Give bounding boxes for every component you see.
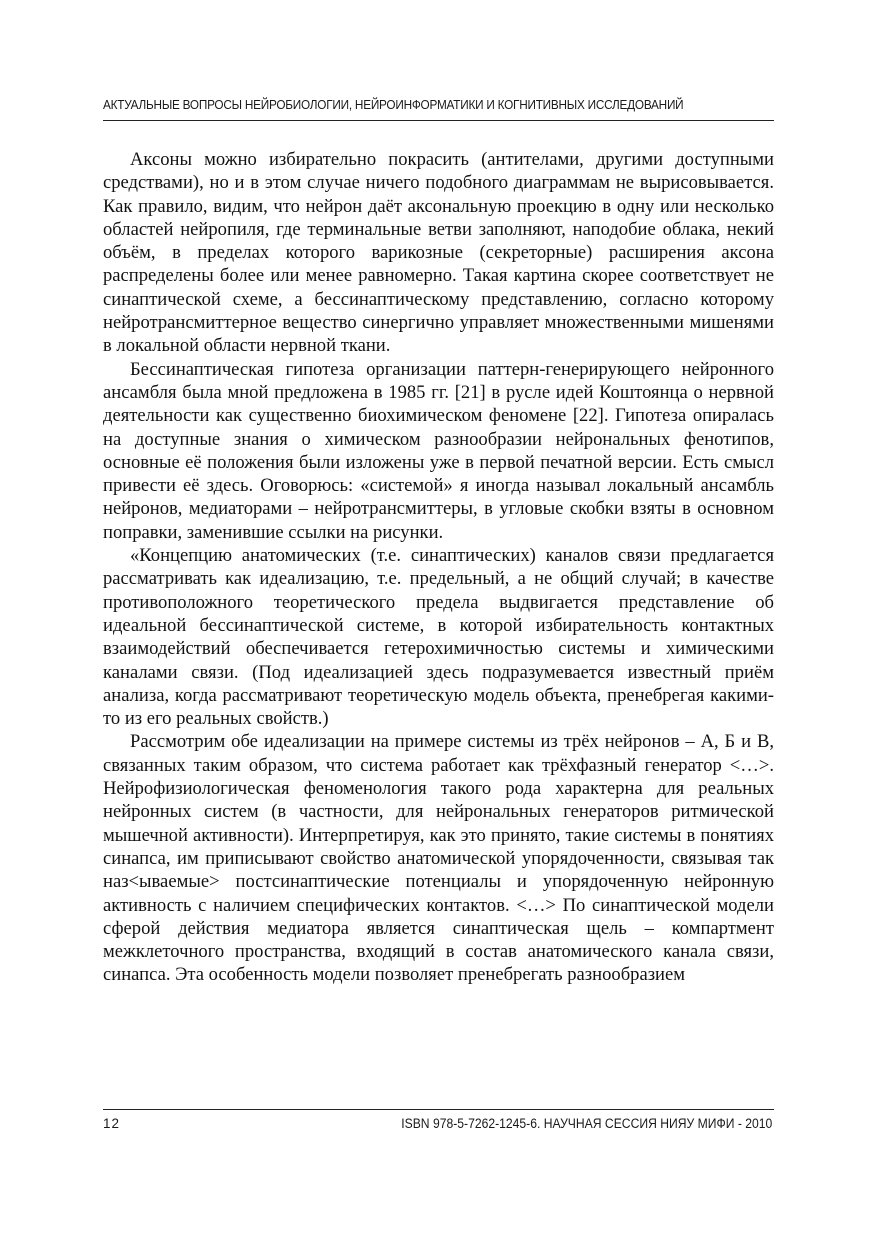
footer-imprint: ISBN 978-5-7262-1245-6. НАУЧНАЯ СЕССИЯ НИЯУ МИФИ - 2010 [400, 1116, 772, 1131]
page-number: 12 [103, 1116, 121, 1131]
paragraph: Аксоны можно избирательно покрасить (антителами, другими доступными средствами), но и в этом случае ничего подобного диаграммам не вырисовывается. Как правило, видим, что нейрон даёт аксональную проекцию в одну или несколько областей нейропиля, где терминальные ветви заполняют, наподобие облака, некий объём, в пределах которого варикозные (секреторные) расширения аксона распределены более или менее равномерно. Такая картина скорее соответствует не синаптической схеме, а бессинаптическому представлению, согласно которому нейротрансмиттерное вещество синергично управляет множественными мишенями в локальной области нервной ткани. [103, 149, 774, 357]
body-text [103, 148, 774, 987]
header-rule [103, 120, 774, 121]
running-header: АКТУАЛЬНЫЕ ВОПРОСЫ НЕЙРОБИОЛОГИИ, НЕЙРОИНФОРМАТИКИ И КОГНИТИВНЫХ ИССЛЕДОВАНИЙ [103, 97, 684, 112]
paragraph: Бессинаптическая гипотеза организации паттерн-генерирующего нейронного ансамбля была мной предложена в 1985 гг. [21] в русле идей Коштоянца о нервной деятельности как существенно биохимическом феномене [22]. Гипотеза опиралась на доступные знания о химическом разнообразии нейрональных фенотипов, основные её положения были изложены уже в первой печатной версии. Есть смысл привести её здесь. Оговорюсь: «системой» я иногда называл локальный ансамбль нейронов, медиаторами – нейротрансмиттеры, в угловые скобки взяты в основном поправки, заменившие ссылки на рисунки. [103, 358, 774, 543]
footer-rule [103, 1109, 774, 1110]
paragraph: Рассмотрим обе идеализации на примере системы из трёх нейронов – А, Б и В, связанных таким образом, что система работает как трёхфазный генератор <…>. Нейрофизиологическая феноменология такого рода характерна для реальных нейронных систем (в частности, для нейрональных генераторов ритмической мышечной активности). Интерпретируя, как это принято, такие системы в понятиях синапса, им приписывают свойство анатомической упорядоченности, связывая так наз<ываемые> постсинаптические потенциалы и упорядоченную нейронную активность с наличием специфических контактов. <…> По синаптической модели сферой действия медиатора является синаптическая щель – компартмент межклеточного пространства, входящий в состав анатомического канала связи, синапса. Эта особенность модели позволяет пренебрегать разнообразием [103, 731, 774, 986]
paragraph: «Концепцию анатомических (т.е. синаптических) каналов связи предлагается рассматривать как идеализацию, т.е. предельный, а не общий случай; в качестве противоположного теоретического предела выдвигается представление об идеальной бессинаптической системе, в которой избирательность контактных взаимодействий обеспечивается гетерохимичностью системы и химическими каналами связи. (Под идеализацией здесь подразумевается известный приём анализа, когда рассматривают теоретическую модель объекта, пренебрегая какими-то из его реальных свойств.) [103, 545, 774, 730]
